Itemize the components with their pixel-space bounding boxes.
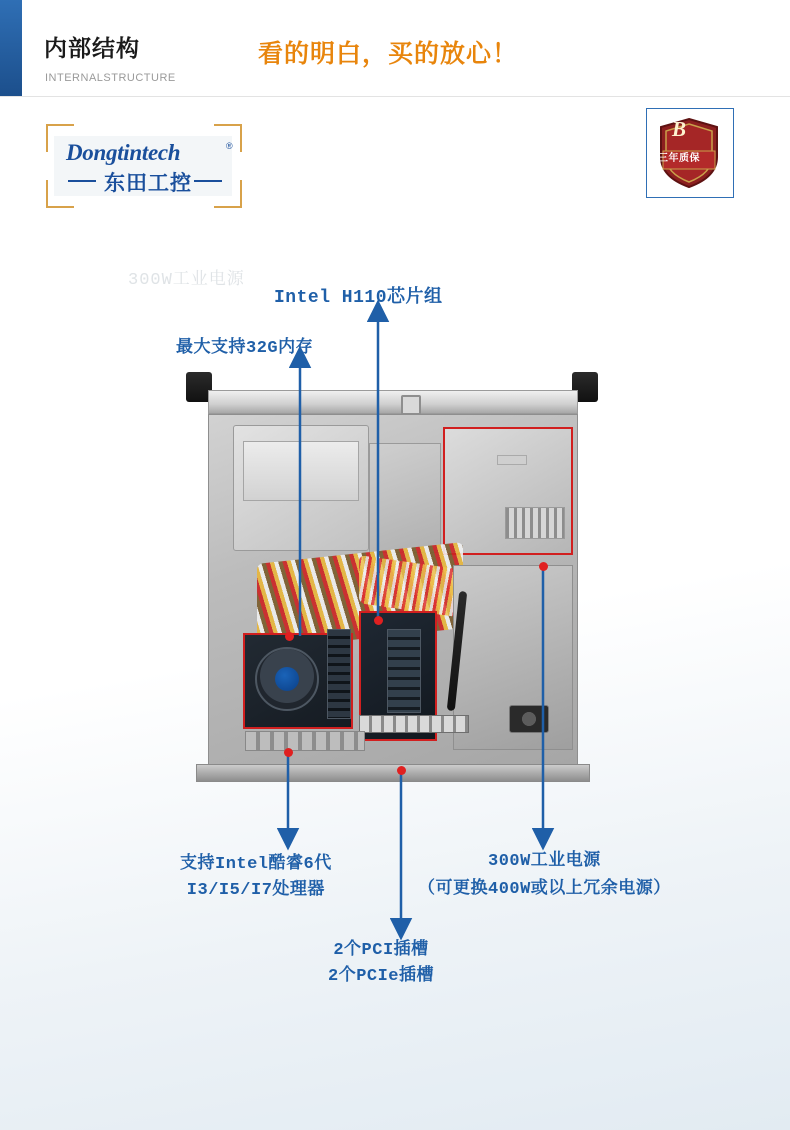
badge-label: 三年质保 [658,153,700,164]
marker-dot-pci [397,766,406,775]
background-ghost-text: 300W工业电源 [128,271,245,290]
fan-hub-icon [275,667,299,691]
page-header [0,0,790,97]
annotation-psu-line1: 300W工业电源 [488,852,601,871]
annotation-psu [418,848,671,904]
logo-rule-right [194,180,222,182]
system-fan [509,705,549,733]
logo-inner-panel [54,136,232,196]
annotation-psu-line2: （可更换400W或以上冗余电源） [418,880,671,899]
chassis-top-lid [208,390,578,414]
marker-dot-psu [539,562,548,571]
marker-dot-chipset [374,616,383,625]
annotation-cpu-line2: I3/I5/I7处理器 [186,881,325,900]
warranty-badge [646,108,734,198]
header-accent-bar [0,0,22,96]
brand-logo [46,124,242,208]
marker-dot-cpu [284,748,293,757]
memory-slots [327,629,351,719]
pci-slot-row [359,715,469,733]
page-title: 内部结构 [44,35,140,61]
registered-mark-icon: ® [226,141,233,151]
chassis-base [196,764,590,782]
annotation-memory: 最大支持32G内存 [176,339,314,358]
chassis-interior [208,414,578,766]
logo-brand-cn: 东田工控 [104,172,192,195]
annotation-slots [328,938,434,990]
annotation-cpu-line1: 支持Intel酷睿6代 [180,855,332,874]
page-subtitle: INTERNALSTRUCTURE [45,72,176,84]
header-slogan: 看的明白，买的放心！ [258,40,519,68]
expansion-card [387,629,421,713]
annotation-slots-line1: 2个PCI插槽 [333,941,429,960]
logo-brand-text: Dongtintech [66,140,181,165]
annotation-chipset: Intel H110芯片组 [274,288,443,308]
mid-bracket [369,443,441,553]
badge-letter: B [671,117,686,141]
annotation-slots-line2: 2个PCIe插槽 [328,967,435,986]
drive-slot [243,441,359,501]
psu-vent-grille [505,507,565,539]
psu-label [497,455,527,465]
chassis-photo [186,372,598,798]
logo-rule-left [68,180,96,182]
marker-dot-memory [285,632,294,641]
lid-handle-icon [401,395,421,415]
io-back-panel [245,731,365,751]
annotation-cpu [180,852,332,904]
